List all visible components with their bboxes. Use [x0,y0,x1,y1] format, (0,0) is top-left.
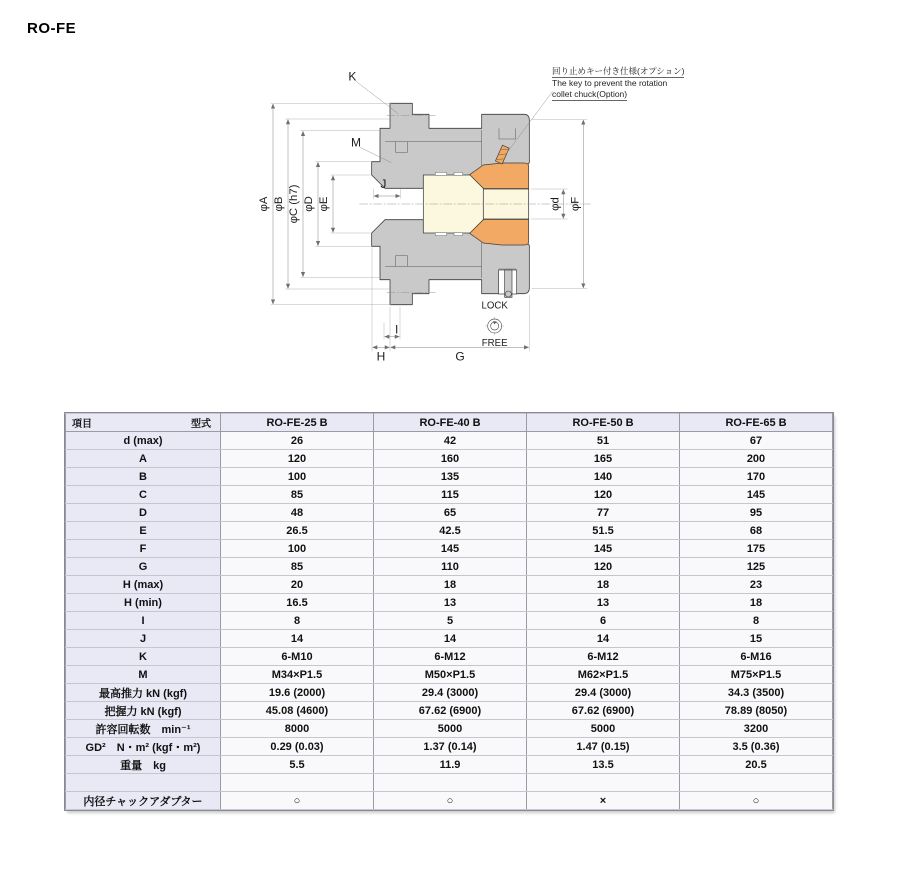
cell-value: 78.89 (8050) [680,702,833,720]
cell-value: 120 [527,558,680,576]
dim-label-phiB: φB [273,196,285,212]
row-label [66,774,221,792]
cell-value: 67 [680,432,833,450]
cell-value: 5.5 [221,756,374,774]
cell-value: 11.9 [374,756,527,774]
cell-value: 15 [680,630,833,648]
cell-value: 6-M10 [221,648,374,666]
cell-value [527,774,680,792]
cell-value: M62×P1.5 [527,666,680,684]
cell-value: ○ [680,792,833,810]
free-label: FREE [481,338,508,349]
cell-value: 13 [527,594,680,612]
dim-label-phiE: φE [318,196,330,212]
table-row [66,522,833,540]
cell-value: 5000 [527,720,680,738]
dim-label-K: K [348,69,357,84]
cell-value: 14 [374,630,527,648]
cell-value: ○ [221,792,374,810]
spec-table [65,413,833,810]
cell-value: 19.6 (2000) [221,684,374,702]
table-row [66,450,833,468]
annotation-en-line1: The key to prevent the rotation [552,78,668,89]
row-label: I [66,612,221,630]
dim-label-H: H [376,349,386,364]
dim-label-phiD: φD [303,196,315,212]
cell-value: 175 [680,540,833,558]
dim-label-G: G [455,349,465,364]
corner-cell [66,414,221,432]
cell-value: 67.62 (6900) [527,702,680,720]
cell-value [680,774,833,792]
column-header: RO-FE-40 B [374,414,527,432]
lock-label: LOCK [481,300,508,312]
cell-value: 42.5 [374,522,527,540]
cell-value: 20 [221,576,374,594]
cell-value: 100 [221,540,374,558]
collet-slit [454,233,463,236]
cell-value: 145 [680,486,833,504]
table-row [66,486,833,504]
row-label: d (max) [66,432,221,450]
cell-value: 85 [221,558,374,576]
collet-slit [435,233,446,236]
cell-value: 145 [374,540,527,558]
table-row [66,666,833,684]
dim-label-J: J [380,177,387,191]
row-label: H (min) [66,594,221,612]
cell-value: 18 [374,576,527,594]
key-option-annotation [552,66,684,101]
cell-value: 6-M16 [680,648,833,666]
cell-value: 8 [680,612,833,630]
row-label: G [66,558,221,576]
row-label: J [66,630,221,648]
row-label: K [66,648,221,666]
cell-value: 1.47 (0.15) [527,738,680,756]
cell-value: 0.29 (0.03) [221,738,374,756]
cell-value: 85 [221,486,374,504]
cell-value: M34×P1.5 [221,666,374,684]
cell-value: 200 [680,450,833,468]
cell-value: 5 [374,612,527,630]
cell-value: 170 [680,468,833,486]
annotation-en-line2: collet chuck(Option) [552,89,627,101]
cell-value: M50×P1.5 [374,666,527,684]
row-label: D [66,504,221,522]
lock-pin-screw [505,291,511,297]
dim-label-phid: φd [549,197,562,211]
cell-value: 26.5 [221,522,374,540]
k-leader-line [356,81,398,113]
cell-value: 120 [221,450,374,468]
header-row [66,414,833,432]
cell-value: 16.5 [221,594,374,612]
cell-value: 29.4 (3000) [374,684,527,702]
row-label: E [66,522,221,540]
cell-value: 26 [221,432,374,450]
cell-value: 5000 [374,720,527,738]
cell-value: 115 [374,486,527,504]
dim-label-phiA: φA [258,196,270,212]
cell-value: 1.37 (0.14) [374,738,527,756]
table-row [66,774,833,792]
column-header: RO-FE-25 B [221,414,374,432]
cell-value: 13 [374,594,527,612]
cell-value: 145 [527,540,680,558]
row-label: 最高推力 kN (kgf) [66,684,221,702]
dim-label-M: M [351,135,361,150]
cell-value: ○ [374,792,527,810]
row-label: A [66,450,221,468]
collet-chuck-cross-section-drawing [250,60,670,380]
cell-value: 51 [527,432,680,450]
dim-label-phiF: φF [569,196,582,212]
row-label: 重量 kg [66,756,221,774]
cell-value: 120 [527,486,680,504]
table-row [66,612,833,630]
table-row [66,756,833,774]
annotation-jp: 回り止めキー付き仕様(オプション) [552,66,684,78]
column-header: RO-FE-50 B [527,414,680,432]
table-row [66,648,833,666]
cell-value [374,774,527,792]
table-row [66,558,833,576]
cell-value: 14 [527,630,680,648]
table-row [66,540,833,558]
cell-value: 6-M12 [374,648,527,666]
cell-value: 140 [527,468,680,486]
row-label: 許容回転数 min⁻¹ [66,720,221,738]
cell-value: 6-M12 [527,648,680,666]
cell-value: 6 [527,612,680,630]
cell-value: 51.5 [527,522,680,540]
table-row [66,684,833,702]
dim-label-I: I [394,322,399,337]
cell-value: 8000 [221,720,374,738]
cell-value: 29.4 (3000) [527,684,680,702]
page-title: RO-FE [27,20,77,37]
cell-value: 160 [374,450,527,468]
corner-model-label: 型式 [191,419,211,430]
dim-label-phiC: φC (h7) [288,184,300,224]
table-row [66,468,833,486]
table-row [66,738,833,756]
cell-value [221,774,374,792]
row-label: GD² N・m² (kgf・m²) [66,738,221,756]
cell-value: 65 [374,504,527,522]
lock-free-indicator [485,317,504,336]
cell-value: 13.5 [527,756,680,774]
cell-value: 3200 [680,720,833,738]
table-row [66,576,833,594]
cell-value: 67.62 (6900) [374,702,527,720]
cell-value: 77 [527,504,680,522]
cell-value: 3.5 (0.36) [680,738,833,756]
table-row [66,630,833,648]
cell-value: M75×P1.5 [680,666,833,684]
cell-value: 14 [221,630,374,648]
table-row [66,792,833,810]
table-row [66,432,833,450]
cell-value: 48 [221,504,374,522]
row-label: F [66,540,221,558]
row-label: H (max) [66,576,221,594]
column-header: RO-FE-65 B [680,414,833,432]
cell-value: 110 [374,558,527,576]
table-row [66,594,833,612]
cell-value: 68 [680,522,833,540]
cell-value: 34.3 (3500) [680,684,833,702]
cell-value: 20.5 [680,756,833,774]
cell-value: 125 [680,558,833,576]
table-row [66,702,833,720]
cell-value: 165 [527,450,680,468]
cell-value: 42 [374,432,527,450]
row-label: B [66,468,221,486]
cell-value: × [527,792,680,810]
table-row [66,720,833,738]
cell-value: 135 [374,468,527,486]
row-label: 把握力 kN (kgf) [66,702,221,720]
cell-value: 95 [680,504,833,522]
row-label: C [66,486,221,504]
collet-slit [454,172,463,175]
row-label: 内径チャックアダプター [66,792,221,810]
cell-value: 18 [680,594,833,612]
cell-value: 8 [221,612,374,630]
table-row [66,504,833,522]
cell-value: 23 [680,576,833,594]
corner-item-label: 項目 [72,419,92,430]
collet-slit [435,172,446,175]
cell-value: 100 [221,468,374,486]
cell-value: 45.08 (4600) [221,702,374,720]
row-label: M [66,666,221,684]
cell-value: 18 [527,576,680,594]
